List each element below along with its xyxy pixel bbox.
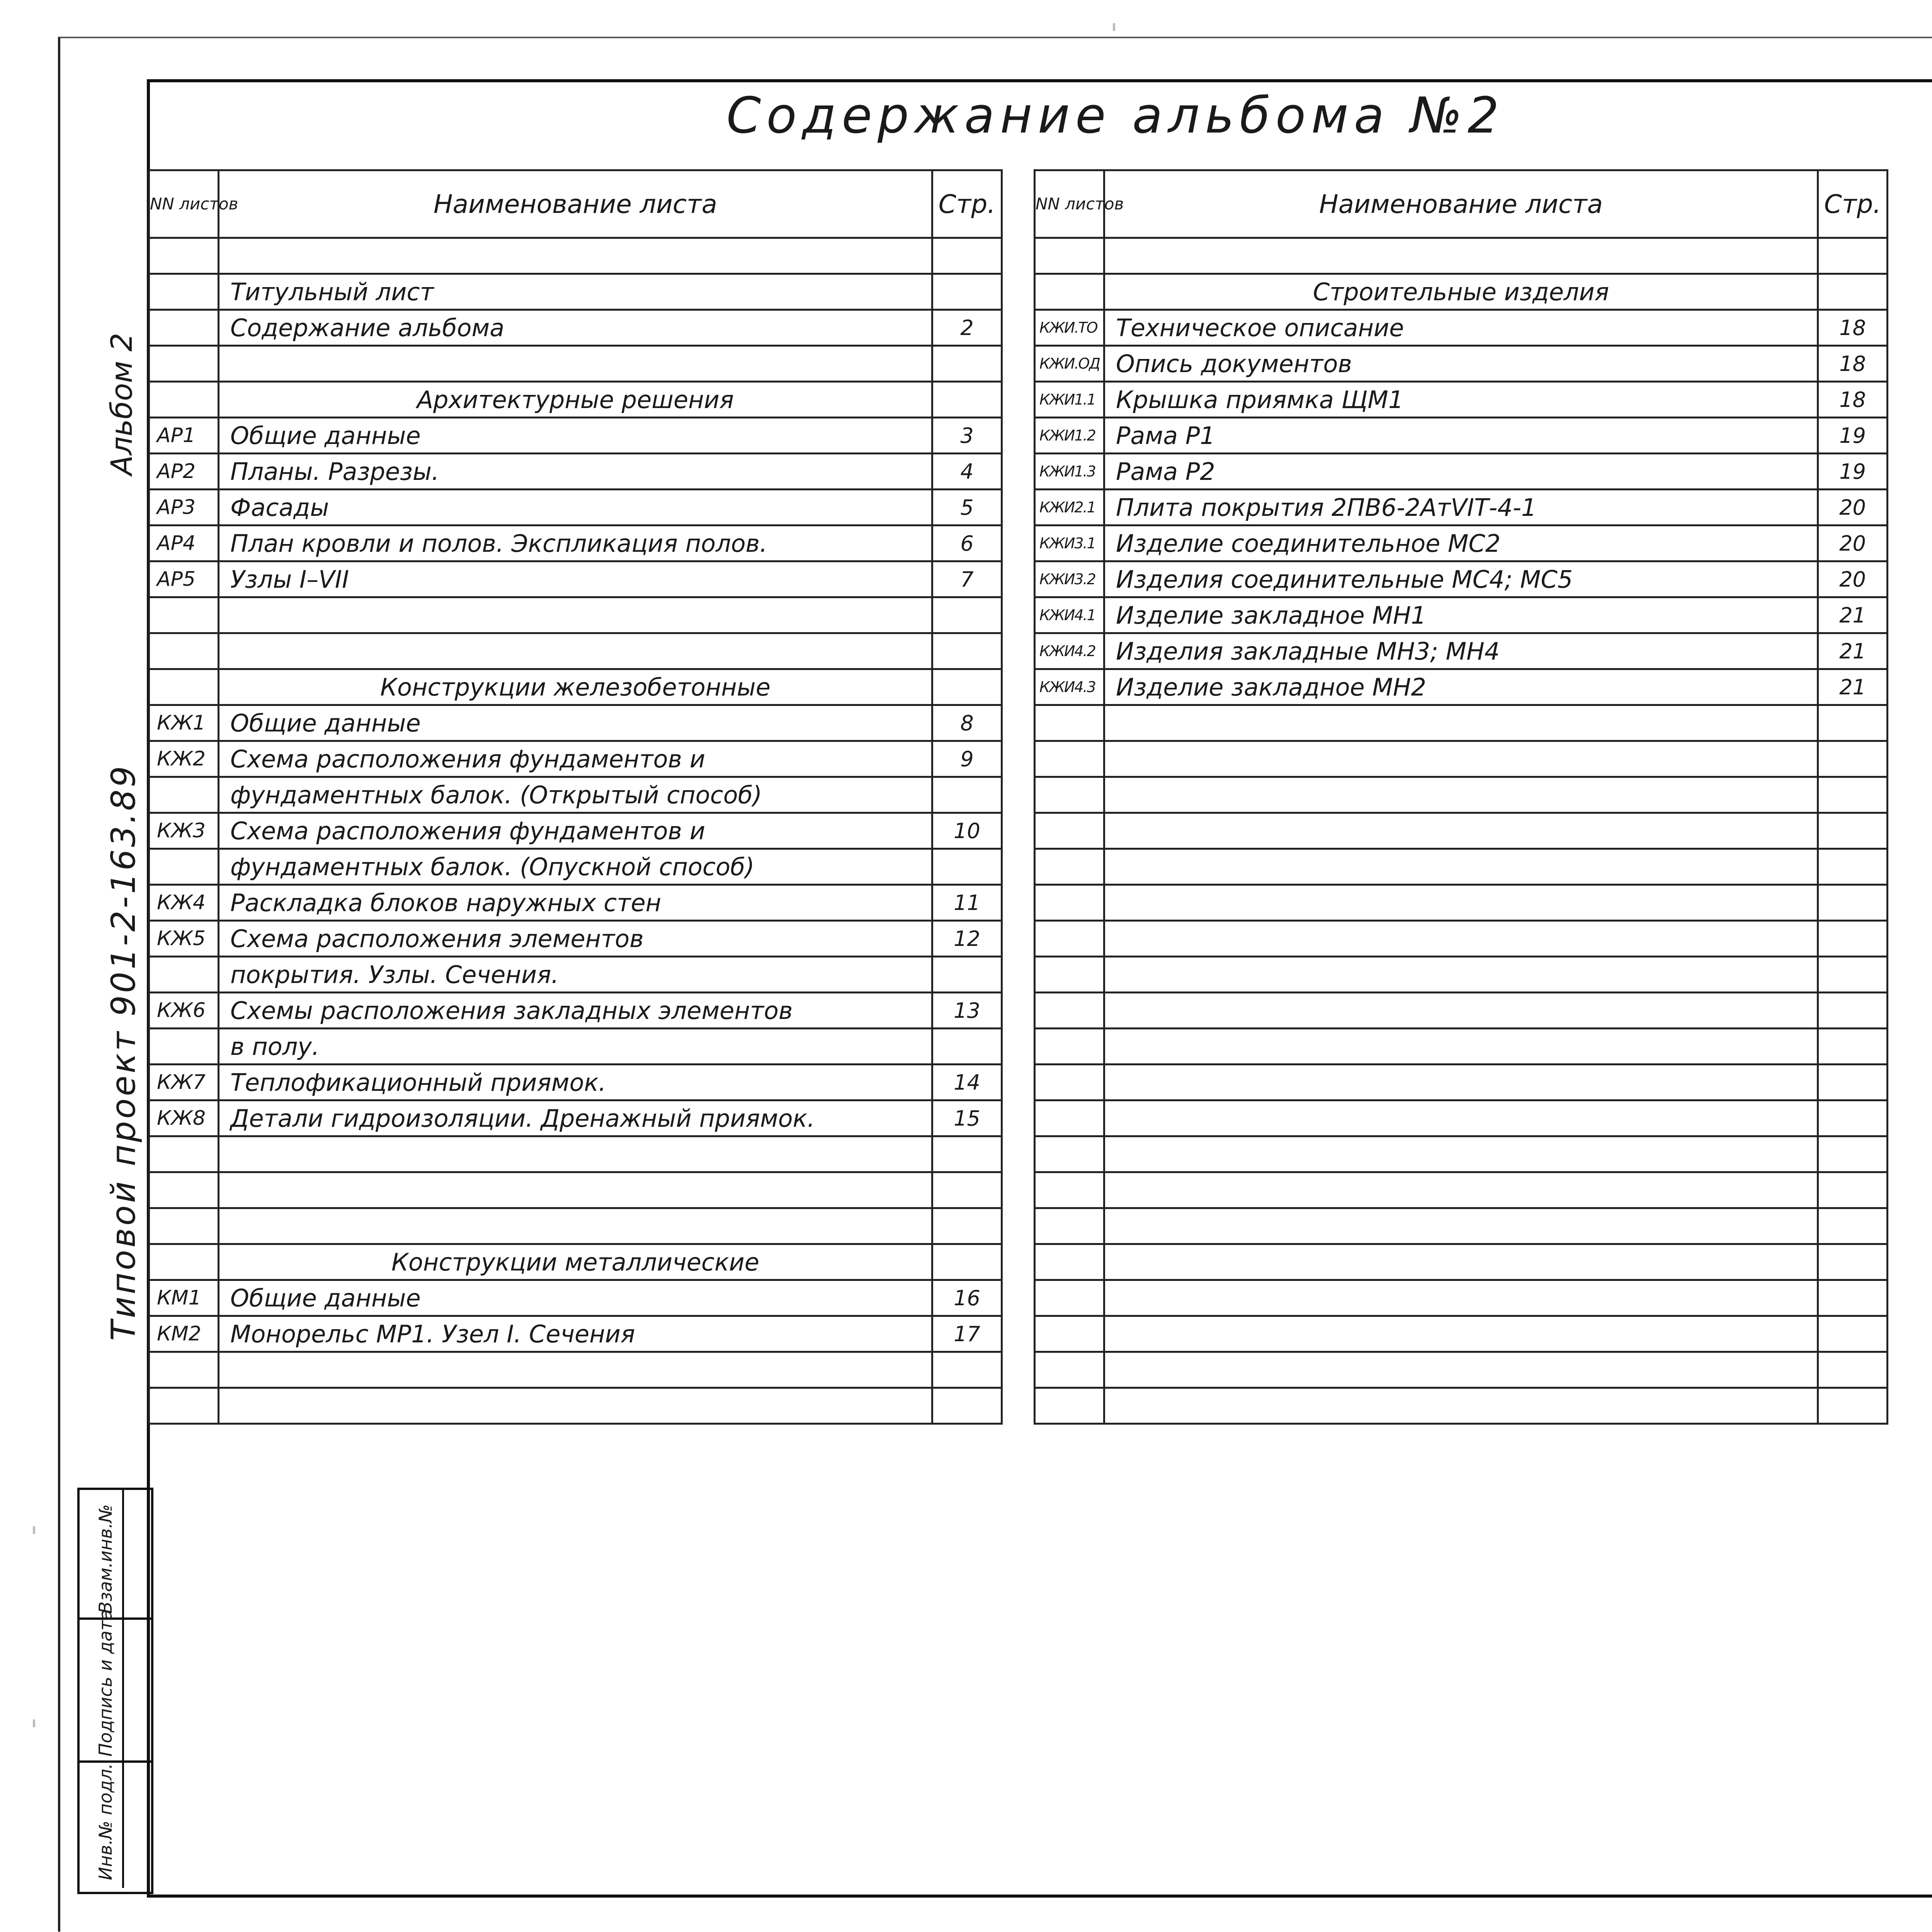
cell-page bbox=[1818, 705, 1888, 741]
cell-page: 8 bbox=[932, 705, 1002, 741]
cell-code: КЖ8 bbox=[149, 1100, 219, 1136]
cell-page: 13 bbox=[932, 993, 1002, 1029]
cell-code: КЖИ1.2 bbox=[1035, 418, 1104, 454]
cell-name bbox=[219, 1136, 932, 1172]
cell-name: Теплофикационный приямок. bbox=[219, 1065, 932, 1100]
cell-page bbox=[932, 346, 1002, 382]
cell-page: 2 bbox=[932, 310, 1002, 346]
cell-code bbox=[1035, 1280, 1104, 1316]
cell-name: Рама Р1 bbox=[1104, 418, 1818, 454]
cell-name bbox=[1104, 1208, 1818, 1244]
cell-code: АР2 bbox=[149, 454, 219, 490]
cell-name: Конструкции железобетонные bbox=[219, 669, 932, 705]
cell-name bbox=[1104, 1280, 1818, 1316]
table-row bbox=[1035, 1100, 1888, 1136]
cell-name: Плита покрытия 2ПВ6-2АтVIТ-4-1 bbox=[1104, 490, 1818, 526]
cell-page bbox=[932, 274, 1002, 310]
cell-code: КЖИ4.2 bbox=[1035, 633, 1104, 669]
table-row bbox=[149, 1316, 1002, 1352]
table-row bbox=[149, 1208, 1002, 1244]
cell-code bbox=[149, 1029, 219, 1065]
cell-page: 21 bbox=[1818, 597, 1888, 633]
table-row bbox=[149, 957, 1002, 993]
cell-code bbox=[1035, 849, 1104, 885]
table-row bbox=[149, 1388, 1002, 1424]
cell-name bbox=[1104, 1352, 1818, 1388]
cell-name: Техническое описание bbox=[1104, 310, 1818, 346]
cell-name: Схемы расположения закладных элементов bbox=[219, 993, 932, 1029]
cell-name: Узлы I–VII bbox=[219, 561, 932, 597]
stamp-inv-podl: Инв.№ подл. bbox=[95, 1763, 116, 1880]
header-name: Наименование листа bbox=[219, 170, 932, 238]
table-row bbox=[1035, 669, 1888, 705]
cell-name bbox=[1104, 1136, 1818, 1172]
cell-code: КЖИ3.2 bbox=[1035, 561, 1104, 597]
cell-code bbox=[149, 1172, 219, 1208]
cell-name bbox=[219, 1388, 932, 1424]
table-row bbox=[1035, 1172, 1888, 1208]
cell-name: фундаментных балок. (Опускной способ) bbox=[219, 849, 932, 885]
cell-page bbox=[1818, 1352, 1888, 1388]
table-row bbox=[1035, 957, 1888, 993]
table-row bbox=[1035, 777, 1888, 813]
header-page: Стр. bbox=[1818, 170, 1888, 238]
cell-name bbox=[1104, 813, 1818, 849]
cell-code bbox=[1035, 1316, 1104, 1352]
cell-name: Крышка приямка ЩМ1 bbox=[1104, 382, 1818, 418]
cell-name bbox=[1104, 1065, 1818, 1100]
cell-code: КЖИ4.1 bbox=[1035, 597, 1104, 633]
table-row bbox=[149, 310, 1002, 346]
cell-code bbox=[1035, 705, 1104, 741]
section-heading-row bbox=[149, 382, 1002, 418]
cell-code: КМ2 bbox=[149, 1316, 219, 1352]
table-row bbox=[1035, 1208, 1888, 1244]
table-row bbox=[1035, 597, 1888, 633]
cell-code bbox=[149, 777, 219, 813]
cell-page: 10 bbox=[932, 813, 1002, 849]
cell-page bbox=[1818, 1065, 1888, 1100]
cell-name bbox=[1104, 993, 1818, 1029]
cell-name: Схема расположения фундаментов и bbox=[219, 741, 932, 777]
cell-name bbox=[1104, 705, 1818, 741]
cell-name: Рама Р2 bbox=[1104, 454, 1818, 490]
table-row bbox=[149, 1172, 1002, 1208]
cell-name bbox=[1104, 957, 1818, 993]
table-row bbox=[1035, 1136, 1888, 1172]
table-row bbox=[149, 561, 1002, 597]
cell-page: 20 bbox=[1818, 490, 1888, 526]
cell-name: Детали гидроизоляции. Дренажный приямок. bbox=[219, 1100, 932, 1136]
cell-code bbox=[1035, 274, 1104, 310]
cell-name: План кровли и полов. Экспликация полов. bbox=[219, 526, 932, 561]
table-row bbox=[149, 1100, 1002, 1136]
table-row bbox=[1035, 382, 1888, 418]
cell-page bbox=[932, 1244, 1002, 1280]
cell-page bbox=[1818, 777, 1888, 813]
table-row bbox=[149, 1065, 1002, 1100]
cell-name: Титульный лист bbox=[219, 274, 932, 310]
header-name: Наименование листа bbox=[1104, 170, 1818, 238]
table-row bbox=[149, 885, 1002, 921]
cell-code bbox=[1035, 885, 1104, 921]
cell-page bbox=[1818, 1388, 1888, 1424]
cell-name bbox=[1104, 921, 1818, 957]
section-heading-row bbox=[149, 669, 1002, 705]
cell-page: 7 bbox=[932, 561, 1002, 597]
cell-page bbox=[932, 382, 1002, 418]
cell-page bbox=[932, 1029, 1002, 1065]
cell-name bbox=[1104, 741, 1818, 777]
cell-page: 15 bbox=[932, 1100, 1002, 1136]
table-header bbox=[149, 170, 1002, 238]
cell-code bbox=[149, 1244, 219, 1280]
cell-page: 20 bbox=[1818, 526, 1888, 561]
table-row bbox=[149, 490, 1002, 526]
table-row bbox=[1035, 1065, 1888, 1100]
cell-code bbox=[1035, 1065, 1104, 1100]
cell-name bbox=[1104, 238, 1818, 274]
scan-mark bbox=[1113, 23, 1115, 31]
cell-code: КЖ6 bbox=[149, 993, 219, 1029]
cell-name bbox=[1104, 777, 1818, 813]
table-row bbox=[1035, 238, 1888, 274]
cell-page: 21 bbox=[1818, 633, 1888, 669]
cell-code: КЖ1 bbox=[149, 705, 219, 741]
cell-code bbox=[149, 1352, 219, 1388]
cell-name bbox=[1104, 1316, 1818, 1352]
table-row bbox=[1035, 1388, 1888, 1424]
cell-page bbox=[1818, 1316, 1888, 1352]
table-row bbox=[1035, 705, 1888, 741]
cell-page bbox=[1818, 921, 1888, 957]
table-row bbox=[1035, 921, 1888, 957]
table-row bbox=[149, 921, 1002, 957]
cell-page: 5 bbox=[932, 490, 1002, 526]
cell-page: 12 bbox=[932, 921, 1002, 957]
cell-page: 6 bbox=[932, 526, 1002, 561]
cell-code bbox=[1035, 993, 1104, 1029]
cell-page bbox=[1818, 1244, 1888, 1280]
cell-code: АР3 bbox=[149, 490, 219, 526]
table-row bbox=[149, 741, 1002, 777]
cell-code bbox=[1035, 1208, 1104, 1244]
table-row bbox=[1035, 454, 1888, 490]
table-row bbox=[1035, 885, 1888, 921]
cell-code: КЖИ1.1 bbox=[1035, 382, 1104, 418]
cell-page bbox=[1818, 849, 1888, 885]
cell-page: 14 bbox=[932, 1065, 1002, 1100]
cell-code bbox=[149, 346, 219, 382]
table-row bbox=[1035, 1029, 1888, 1065]
table-row bbox=[1035, 633, 1888, 669]
cell-code bbox=[149, 597, 219, 633]
table-row bbox=[1035, 813, 1888, 849]
cell-code bbox=[149, 669, 219, 705]
cell-code: КЖИ1.3 bbox=[1035, 454, 1104, 490]
cell-name bbox=[219, 633, 932, 669]
cell-code bbox=[1035, 957, 1104, 993]
cell-code bbox=[1035, 1352, 1104, 1388]
cell-page bbox=[1818, 1136, 1888, 1172]
cell-code bbox=[1035, 921, 1104, 957]
cell-page bbox=[932, 1172, 1002, 1208]
cell-name: Изделия соединительные МС4; МС5 bbox=[1104, 561, 1818, 597]
table-row bbox=[1035, 1244, 1888, 1280]
cell-code: КЖ7 bbox=[149, 1065, 219, 1100]
cell-name: Изделие соединительное МС2 bbox=[1104, 526, 1818, 561]
table-row bbox=[149, 849, 1002, 885]
cell-name: Схема расположения элементов bbox=[219, 921, 932, 957]
cell-code bbox=[1035, 1244, 1104, 1280]
cell-code bbox=[149, 382, 219, 418]
cell-page bbox=[1818, 238, 1888, 274]
cell-code bbox=[149, 1388, 219, 1424]
header-code: NN листов bbox=[1035, 170, 1104, 238]
cell-name: Строительные изделия bbox=[1104, 274, 1818, 310]
cell-page bbox=[932, 1352, 1002, 1388]
cell-code: КЖ3 bbox=[149, 813, 219, 849]
cell-name: Опись документов bbox=[1104, 346, 1818, 382]
cell-name: фундаментных балок. (Открытый способ) bbox=[219, 777, 932, 813]
cell-code: КЖИ2.1 bbox=[1035, 490, 1104, 526]
cell-page: 19 bbox=[1818, 454, 1888, 490]
table-row bbox=[1035, 310, 1888, 346]
project-label: Типовой проект 901-2-163.89 bbox=[104, 764, 143, 1341]
table-row bbox=[149, 597, 1002, 633]
table-row bbox=[1035, 1280, 1888, 1316]
cell-page: 16 bbox=[932, 1280, 1002, 1316]
cell-name: Общие данные bbox=[219, 705, 932, 741]
cell-name bbox=[1104, 1172, 1818, 1208]
cell-page bbox=[1818, 1029, 1888, 1065]
cell-page: 18 bbox=[1818, 310, 1888, 346]
cell-name bbox=[1104, 885, 1818, 921]
cell-name: Общие данные bbox=[219, 418, 932, 454]
table-row bbox=[149, 1280, 1002, 1316]
cell-name bbox=[219, 1172, 932, 1208]
table-row bbox=[1035, 1316, 1888, 1352]
cell-page bbox=[932, 777, 1002, 813]
cell-page: 18 bbox=[1818, 346, 1888, 382]
cell-code: КЖИ4.3 bbox=[1035, 669, 1104, 705]
table-row bbox=[149, 813, 1002, 849]
cell-page bbox=[932, 1208, 1002, 1244]
table-row bbox=[149, 526, 1002, 561]
cell-code bbox=[1035, 1029, 1104, 1065]
table-row bbox=[149, 633, 1002, 669]
table-row bbox=[1035, 741, 1888, 777]
cell-name bbox=[1104, 1029, 1818, 1065]
cell-code bbox=[149, 633, 219, 669]
cell-code bbox=[1035, 1172, 1104, 1208]
cell-page bbox=[932, 1136, 1002, 1172]
cell-name bbox=[1104, 1244, 1818, 1280]
table-row bbox=[1035, 490, 1888, 526]
cell-page: 9 bbox=[932, 741, 1002, 777]
cell-code: КЖ4 bbox=[149, 885, 219, 921]
cell-name: Архитектурные решения bbox=[219, 382, 932, 418]
scan-mark bbox=[33, 1526, 35, 1534]
cell-code bbox=[1035, 1136, 1104, 1172]
table-row bbox=[1035, 561, 1888, 597]
table-row bbox=[149, 1029, 1002, 1065]
cell-code bbox=[149, 1208, 219, 1244]
table-row bbox=[149, 346, 1002, 382]
cell-name bbox=[219, 346, 932, 382]
cell-code bbox=[1035, 813, 1104, 849]
table-row bbox=[149, 1352, 1002, 1388]
cell-page: 19 bbox=[1818, 418, 1888, 454]
cell-page bbox=[932, 597, 1002, 633]
cell-code bbox=[149, 310, 219, 346]
table-header bbox=[1035, 170, 1888, 238]
table-row bbox=[149, 993, 1002, 1029]
cell-name: Изделия закладные МН3; МН4 bbox=[1104, 633, 1818, 669]
section-heading-row bbox=[149, 1244, 1002, 1280]
cell-code bbox=[149, 238, 219, 274]
cell-name: Планы. Разрезы. bbox=[219, 454, 932, 490]
cell-page bbox=[1818, 1280, 1888, 1316]
album-label: Альбом 2 bbox=[104, 333, 139, 475]
scan-mark bbox=[33, 1719, 35, 1727]
cell-page: 4 bbox=[932, 454, 1002, 490]
cell-code: КМ1 bbox=[149, 1280, 219, 1316]
cell-name: Схема расположения фундаментов и bbox=[219, 813, 932, 849]
contents-table-left bbox=[148, 169, 1003, 1425]
contents-table-right bbox=[1034, 169, 1888, 1425]
header-code: NN листов bbox=[149, 170, 219, 238]
cell-code: КЖИ.ОД bbox=[1035, 346, 1104, 382]
table-row bbox=[149, 418, 1002, 454]
table-row bbox=[1035, 1352, 1888, 1388]
cell-name: Изделие закладное МН1 bbox=[1104, 597, 1818, 633]
cell-code: КЖИ.ТО bbox=[1035, 310, 1104, 346]
cell-name bbox=[219, 597, 932, 633]
cell-page: 21 bbox=[1818, 669, 1888, 705]
cell-name bbox=[219, 1352, 932, 1388]
cell-page bbox=[1818, 1208, 1888, 1244]
cell-code: КЖИ3.1 bbox=[1035, 526, 1104, 561]
cell-code bbox=[149, 274, 219, 310]
table-row bbox=[149, 454, 1002, 490]
cell-code: АР1 bbox=[149, 418, 219, 454]
cell-page bbox=[932, 669, 1002, 705]
header-page: Стр. bbox=[932, 170, 1002, 238]
cell-code bbox=[1035, 238, 1104, 274]
cell-name: в полу. bbox=[219, 1029, 932, 1065]
cell-name: покрытия. Узлы. Сечения. bbox=[219, 957, 932, 993]
cell-name: Монорельс МР1. Узел I. Сечения bbox=[219, 1316, 932, 1352]
table-row bbox=[149, 274, 1002, 310]
cell-code bbox=[1035, 741, 1104, 777]
cell-code bbox=[149, 957, 219, 993]
approval-stamp bbox=[77, 1488, 153, 1894]
table-row bbox=[149, 777, 1002, 813]
cell-page bbox=[1818, 1172, 1888, 1208]
cell-page: 3 bbox=[932, 418, 1002, 454]
cell-code: КЖ2 bbox=[149, 741, 219, 777]
cell-code bbox=[1035, 1100, 1104, 1136]
cell-name bbox=[1104, 1100, 1818, 1136]
cell-name bbox=[219, 1208, 932, 1244]
cell-page bbox=[1818, 813, 1888, 849]
table-row bbox=[149, 1136, 1002, 1172]
page-title: Содержание альбома №2 bbox=[726, 87, 1505, 145]
cell-code bbox=[149, 1136, 219, 1172]
table-row bbox=[149, 705, 1002, 741]
cell-page bbox=[932, 849, 1002, 885]
cell-code: АР5 bbox=[149, 561, 219, 597]
cell-name: Общие данные bbox=[219, 1280, 932, 1316]
table-row bbox=[149, 238, 1002, 274]
stamp-podpis-data: Подпись и дата bbox=[95, 1609, 116, 1757]
cell-name: Изделие закладное МН2 bbox=[1104, 669, 1818, 705]
table-row bbox=[1035, 526, 1888, 561]
cell-page bbox=[1818, 957, 1888, 993]
cell-code: КЖ5 bbox=[149, 921, 219, 957]
section-heading-row bbox=[1035, 274, 1888, 310]
cell-page bbox=[932, 957, 1002, 993]
table-row bbox=[1035, 993, 1888, 1029]
cell-page bbox=[1818, 1100, 1888, 1136]
cell-name bbox=[1104, 849, 1818, 885]
cell-page bbox=[1818, 993, 1888, 1029]
cell-page bbox=[932, 633, 1002, 669]
cell-page bbox=[932, 238, 1002, 274]
cell-page: 17 bbox=[932, 1316, 1002, 1352]
stamp-vzam-inv: Взам.инв.№ bbox=[95, 1504, 116, 1614]
table-row bbox=[1035, 849, 1888, 885]
cell-page bbox=[1818, 885, 1888, 921]
cell-code bbox=[1035, 777, 1104, 813]
table-row bbox=[1035, 418, 1888, 454]
cell-name bbox=[1104, 1388, 1818, 1424]
cell-code: АР4 bbox=[149, 526, 219, 561]
table-row bbox=[1035, 346, 1888, 382]
cell-page bbox=[1818, 741, 1888, 777]
cell-page bbox=[1818, 274, 1888, 310]
cell-page: 11 bbox=[932, 885, 1002, 921]
cell-code bbox=[1035, 1388, 1104, 1424]
cell-page: 18 bbox=[1818, 382, 1888, 418]
cell-name: Раскладка блоков наружных стен bbox=[219, 885, 932, 921]
cell-code bbox=[149, 849, 219, 885]
cell-name: Конструкции металлические bbox=[219, 1244, 932, 1280]
cell-name: Фасады bbox=[219, 490, 932, 526]
cell-page: 20 bbox=[1818, 561, 1888, 597]
cell-page bbox=[932, 1388, 1002, 1424]
cell-name: Содержание альбома bbox=[219, 310, 932, 346]
cell-name bbox=[219, 238, 932, 274]
